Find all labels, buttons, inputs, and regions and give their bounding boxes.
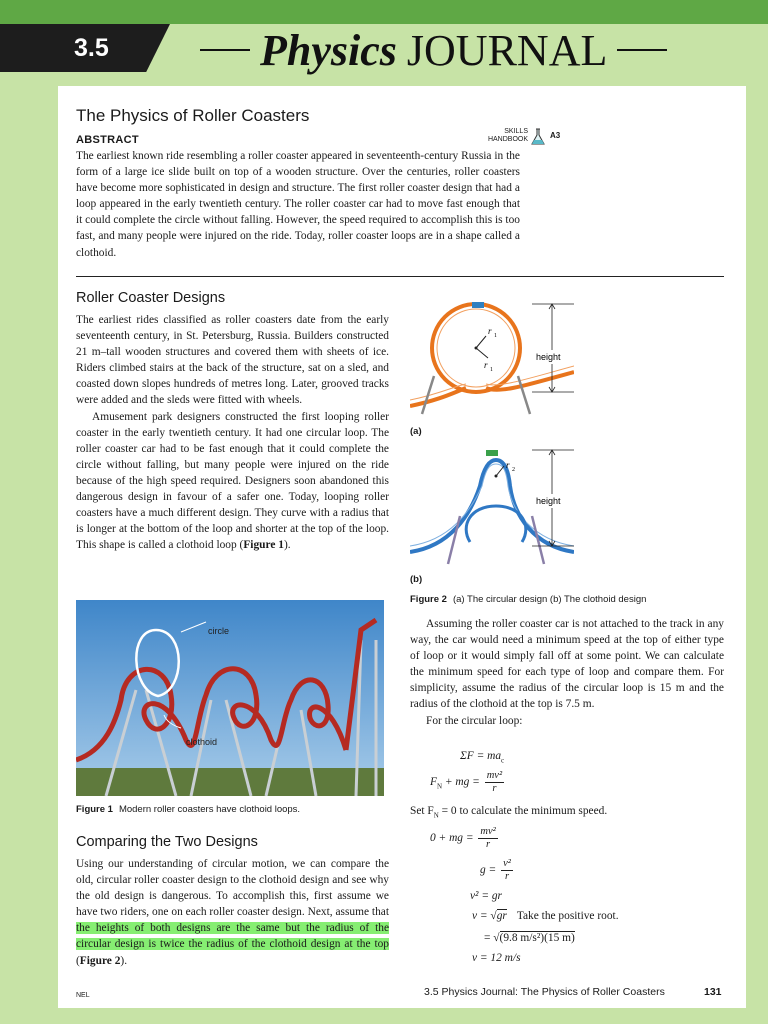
title-journal: JOURNAL [406, 25, 608, 75]
figure2a-circular-loop [410, 296, 574, 416]
eq2-den: r [492, 783, 497, 794]
journal-title [190, 24, 690, 76]
eq2-num: mv² [486, 770, 503, 781]
eq4-num: v² [503, 858, 511, 869]
equation-v-substitute [484, 932, 575, 944]
designs-p2-end: ). [283, 539, 291, 552]
figure2-label-b: (b) [410, 574, 423, 585]
page [58, 86, 746, 1008]
article-title: The Physics of Roller Coasters [76, 106, 310, 125]
divider-rule [76, 276, 724, 277]
r1-top-sub: 1 [494, 333, 497, 339]
figure1-photo [76, 600, 384, 796]
eq3-left: 0 + mg = [430, 832, 477, 845]
figure2-caption-text: (a) The circular design (b) The clothoid design [452, 594, 647, 605]
figure1-caption-text: Modern roller coasters have clothoid loops. [118, 804, 301, 815]
title-dash-left [200, 49, 250, 51]
eq4-den: r [504, 871, 510, 882]
eq2-sub: N [436, 782, 443, 791]
figure2-caption-num: Figure 2 [410, 594, 447, 605]
eq6-rad: gr [496, 910, 507, 922]
set-fn-line [410, 805, 607, 819]
designs-p2-text: Amusement park designers constructed the first looping roller coaster in the early twentieth century. It had one circular loop. The roller coaster car had to be fast enough that it could complete the circle without falling, but many people were injured on the ride because of the high speed required. Designers soon abandoned this dangerous design in favour of a safer one. Today, looping roller coasters have a much different design. They curve with a radius that is longer at the bottom of the loop and shorter at the top of the loop. This shape is called a clothoid loop ( [76, 410, 389, 552]
designs-heading: Roller Coaster Designs [76, 290, 226, 306]
designs-section [76, 290, 389, 553]
height-label-b: height [536, 496, 561, 506]
skills-line1: SKILLS [504, 128, 528, 135]
figure1-caption [76, 804, 300, 815]
compare-paragraph [76, 856, 389, 969]
figure2-label-a: (a) [410, 426, 422, 437]
designs-paragraph-1: The earliest rides classified as roller coasters date from the early seventeenth century, in St. Petersburg, Russia. Builders constructed 21 m–tall wooden structures and covered them with sheets of ice. Riders climbed stairs at the back of the structure, sat on a sled, and coasted down slopes hundreds of metres long. Later, grooved tracks were added and the sleds were fitted with wheels. [76, 314, 389, 407]
right-column-text [410, 616, 724, 729]
eq3-fraction [478, 826, 497, 851]
skills-handbook-badge[interactable] [448, 128, 561, 144]
r2-sub: 2 [512, 467, 515, 473]
eq2-fraction [485, 770, 504, 795]
equation-v-result [472, 952, 521, 964]
set-pre: Set F [410, 805, 434, 817]
eq3-num: mv² [480, 826, 496, 837]
equation-v-root [472, 910, 619, 922]
skills-code: A3 [550, 131, 561, 140]
equation-v-squared [470, 890, 502, 902]
eq1-sub: c [501, 756, 505, 765]
r1-top: r [488, 326, 492, 336]
figure1-caption-num: Figure 1 [76, 804, 113, 815]
equation-zero-fn [430, 826, 500, 851]
abstract-heading: ABSTRACT [76, 134, 139, 146]
r1-bottom-sub: 1 [490, 367, 493, 373]
r1-bottom: r [484, 360, 488, 370]
eq4-fraction [501, 858, 513, 883]
right-paragraph-2: For the circular loop: [426, 714, 523, 727]
eq7-rad: (9.8 m/s²)(15 m) [499, 932, 575, 944]
skills-line2: HANDBOOK [487, 136, 528, 143]
footer-publisher: NEL [76, 992, 90, 999]
clothoid-label: clothoid [186, 737, 218, 747]
compare-heading: Comparing the Two Designs [76, 834, 258, 850]
eq6-note: Take the positive root. [516, 910, 619, 922]
abstract-text: The earliest known ride resembling a roller coaster appeared in seventeenth-century Russia in the form of a large ice slide built on top of a wooden structure. Over the centuries, roller coasters have become more sophisticated in design and structure. The first roller coaster design that had a loop appeared in the early twentieth century. The roller coaster car had to move fast enough that it could complete the circle without falling. However, the speed required to accomplish this is too fast, and many people were injured on the ride. Today, roller coaster loops are in a shape called a clothoid. [76, 150, 520, 259]
figure2-ref: Figure 2 [79, 954, 121, 967]
equation-sum-forces [460, 750, 504, 764]
page-number: 131 [704, 986, 722, 998]
right-paragraph-1: Assuming the roller coaster car is not attached to the track in any way, the car would need a minimum speed at the top of either type of loop or it would simply fall off at some point. We can calculate the minimum speed for each type of loop and compare them. For simplicity, assume the radius of the circular loop is 15 m and the radius of the clothoid at the top is 7.5 m. [410, 618, 724, 711]
eq6-left: v = √ [472, 910, 497, 922]
compare-open: ( [76, 954, 80, 967]
title-dash-right [617, 49, 667, 51]
equation-g [480, 858, 515, 883]
circle-label: circle [208, 626, 230, 636]
eq8-text: v = 12 m/s [472, 952, 521, 964]
eq2-left: F [430, 776, 437, 789]
figure1-ref: Figure 1 [243, 539, 284, 552]
compare-close: ). [120, 954, 128, 967]
eq3-den: r [486, 839, 491, 850]
compare-text: Using our understanding of circular motion, we can compare the old, circular roller coaster design to the clothoid design and see why the old design is dangerous. To accomplish this, first assume we have two riders, one on each roller coaster design. Next, assume that [76, 858, 389, 919]
eq4-left: g = [480, 864, 500, 877]
eq2-mid: + mg = [442, 776, 483, 789]
compare-highlight: the heights of both designs are the same but the radius of the circular design is twice the radius of the clothoid design at the top [76, 922, 389, 951]
title-physics: Physics [260, 25, 397, 75]
compare-section [76, 834, 389, 969]
designs-paragraph-2 [76, 409, 389, 554]
figure2b-clothoid-loop [410, 446, 574, 566]
flask-icon [530, 128, 546, 146]
set-sub: N [433, 811, 439, 820]
top-color-band [0, 0, 768, 24]
section-number: 3.5 [74, 34, 109, 62]
height-label-a: height [536, 352, 561, 362]
footer-running-head: 3.5 Physics Journal: The Physics of Roller Coasters [424, 986, 665, 998]
set-post: = 0 to calculate the minimum speed. [438, 805, 608, 817]
eq1-text: ΣF = ma [460, 750, 502, 762]
eq5-text: v² = gr [470, 890, 502, 902]
r2-label: r [506, 460, 510, 470]
figure2-caption [410, 594, 646, 605]
eq7-left: = √ [484, 932, 500, 944]
equation-force-balance [430, 770, 506, 795]
